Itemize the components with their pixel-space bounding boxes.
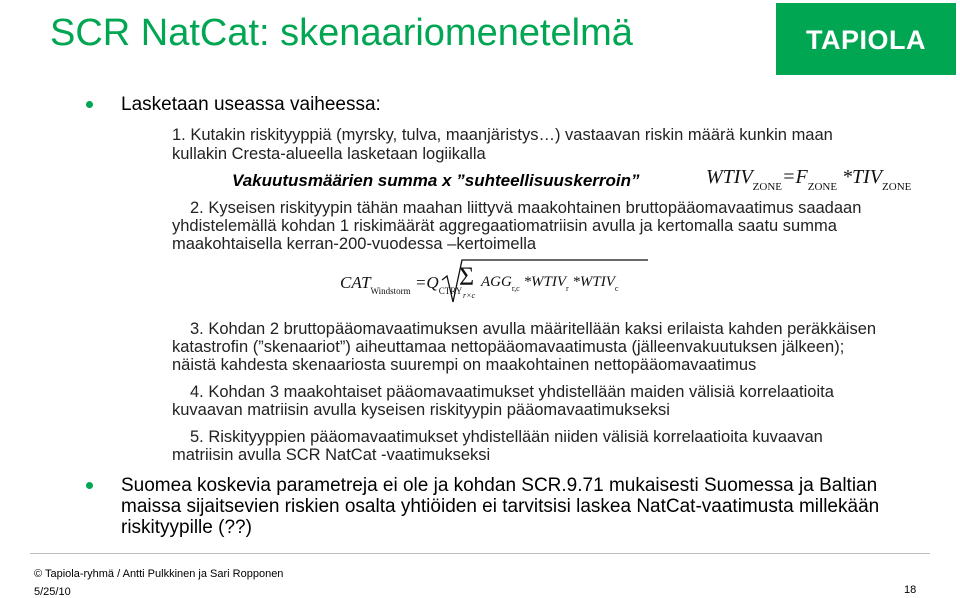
formula-wtiv <box>706 166 911 193</box>
formula-wtiv-r-sub: r <box>565 284 569 293</box>
formula-cat-eq: = <box>414 273 427 292</box>
logo-text: TAPIOLA <box>806 25 926 55</box>
step5-line2: matriisin avulla SCR NatCat -vaatimukseksi <box>172 446 491 464</box>
step2-line3: maakohtaisella kerran-200-vuodessa –kertoimella <box>172 235 537 253</box>
formula-agg-sub: r,c <box>511 284 520 293</box>
formula-cat-sub: Windstorm <box>370 286 411 296</box>
step3-line2: katastrofin (”skenaariot”) aiheuttamaa nettopääomavaatimusta (jälleenvakuutuksen jälkeen); <box>172 338 845 356</box>
emphasis-formula-text: Vakuutusmäärien summa x ”suhteellisuuskerroin” <box>232 171 640 190</box>
bullet2-line2: maissa sijaitsevien riskien osalta yhtiöiden ei tarvitsisi laskea NatCat-vaatimusta millekään <box>121 496 880 517</box>
formula-wtiv-c: WTIV <box>579 274 615 290</box>
bullet-marker <box>86 482 93 489</box>
step2-line1: 2. Kyseisen riskityypin tähän maahan liittyvä maakohtainen bruttopääomavaatimus saadaan <box>190 199 862 217</box>
footer-date: 5/25/10 <box>34 586 71 598</box>
step1-line2: kullakin Cresta-alueella lasketaan logiikalla <box>172 145 486 163</box>
tapiola-logo <box>776 3 956 75</box>
formula-sum-sub: r×c <box>463 291 476 300</box>
formula-agg: AGG <box>481 274 512 290</box>
formula-cat: CAT <box>340 273 371 292</box>
formula-q-sub: CTRY <box>438 286 463 296</box>
formula-wtiv-r: WTIV <box>530 274 566 290</box>
formula-agg-term <box>481 274 618 293</box>
formula-wtiv-tiv-sub: ZONE <box>882 181 912 193</box>
formula-wtiv-eq: = <box>782 166 796 188</box>
formula-sum-icon: Σ <box>459 262 475 291</box>
bullet2-line1: Suomea koskevia parametreja ei ole ja kohdan SCR.9.71 mukaisesti Suomessa ja Baltian <box>121 475 878 496</box>
formula-wtiv-f: F <box>795 166 808 188</box>
bullet2-line3: riskityypille (??) <box>121 517 252 538</box>
formula-wtiv-times: * <box>842 166 853 188</box>
step4-line1: 4. Kohdan 3 maakohtaiset pääomavaatimukset yhdistellään maiden välisiä korrelaatioita <box>190 383 834 401</box>
formula-wtiv-tiv: TIV <box>852 166 883 188</box>
slide-title: SCR NatCat: skenaariomenetelmä <box>50 12 633 54</box>
step4-line2: kuvaavan matriisin avulla kyseisen riskityypin pääomavaatimukseksi <box>172 401 670 419</box>
formula-wtiv-lhs-sub: ZONE <box>752 181 782 193</box>
bullet-intro: Lasketaan useassa vaiheessa: <box>121 94 381 115</box>
formula-times-2: * <box>572 274 580 290</box>
step1-line1: 1. Kutakin riskityyppiä (myrsky, tulva, maanjäristys…) vastaavan riskin määrä kunkin maan <box>172 126 833 144</box>
step3-line1: 3. Kohdan 2 bruttopääomavaatimuksen avulla määritellään kaksi erilaista kahden peräkkäisen <box>190 320 877 338</box>
formula-wtiv-f-sub: ZONE <box>807 181 838 193</box>
footer-copyright: © Tapiola-ryhmä / Antti Pulkkinen ja Sari Ropponen <box>34 568 284 580</box>
formula-wtiv-lhs: WTIV <box>706 166 753 188</box>
formula-times-1: * <box>523 274 531 290</box>
footer-divider <box>30 553 930 554</box>
footer-page-number: 18 <box>904 584 917 596</box>
bullet-marker <box>86 101 93 108</box>
step3-line3: näistä kahdesta skenaariosta suurempi on maakohtainen nettopääomavaatimus <box>172 356 757 374</box>
formula-wtiv-c-sub: c <box>614 284 619 293</box>
step2-line2: yhdistelemällä kohdan 1 riskimäärät aggregaatiomatriisin avulla ja kertomalla saatu summa <box>172 217 837 235</box>
formula-q: Q <box>426 273 439 292</box>
step5-line1: 5. Riskityyppien pääomavaatimukset yhdistellään niiden välisiä korrelaatioita kuvaavan <box>190 428 823 446</box>
